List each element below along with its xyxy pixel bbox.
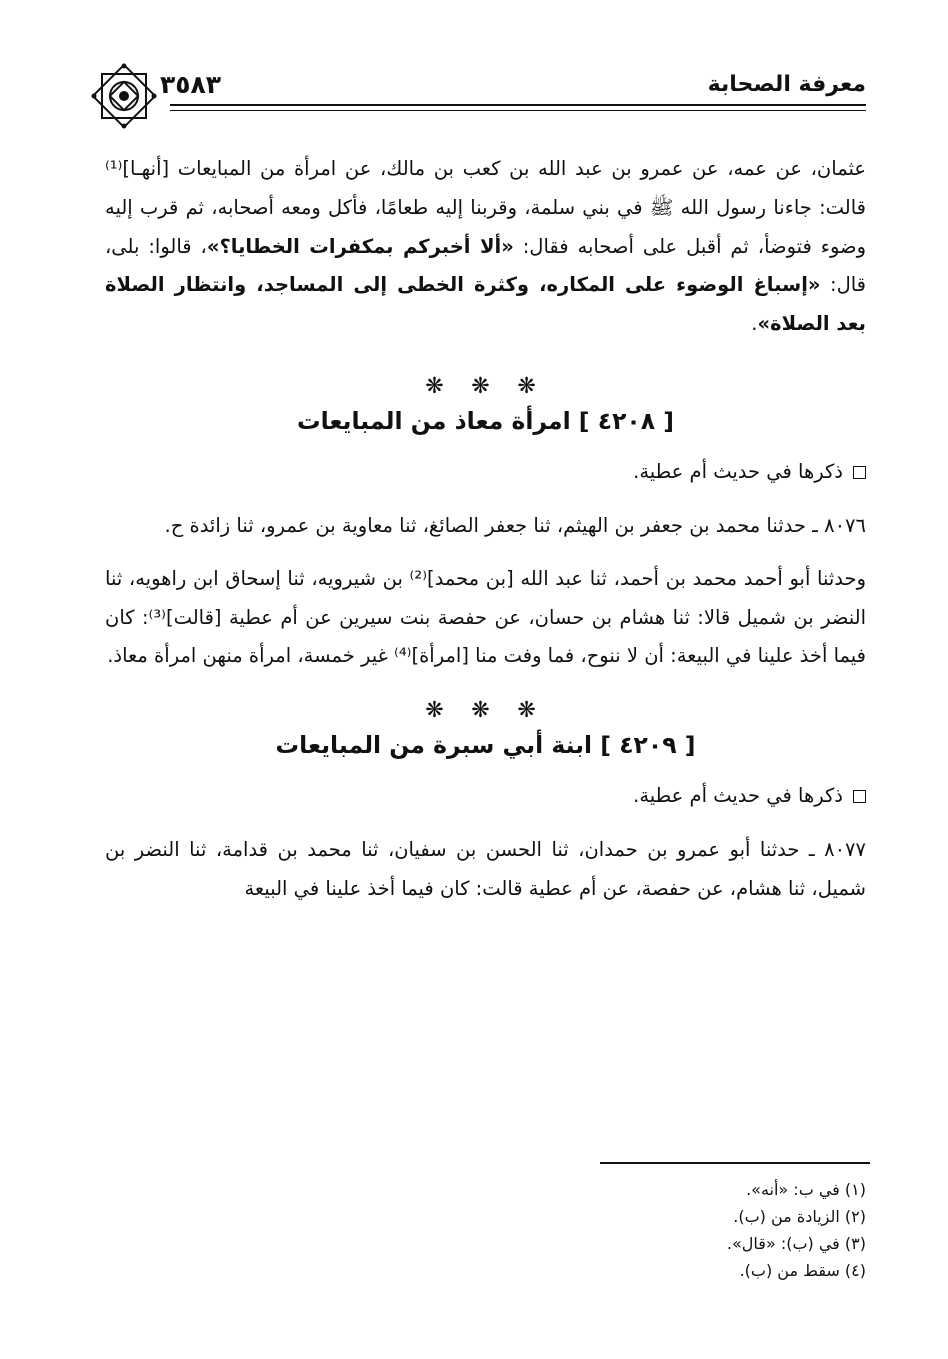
octagram-ornament-icon (88, 60, 160, 132)
section-title: [ ٤٢٠٨ ] امرأة معاذ من المبايعات (296, 406, 675, 435)
hadith-quote: «ألا أخبركم بمكفرات الخطايا؟» (206, 234, 514, 258)
book-title: معرفة الصحابة (707, 72, 866, 97)
continued-paragraph (105, 150, 866, 344)
hadith-paragraph: ٨٠٧٧ ـ حدثنا أبو عمرو بن حمدان، ثنا الحسن بن سفيان، ثنا محمد بن قدامة، ثنا النضر بن شميل، ثنا هشام، عن حفصة، عن أم عطية قالت: كان فيما أخذ علينا في البيعة (105, 838, 866, 900)
note-text: ذكرها في حديث أم عطية. (633, 784, 843, 808)
page-body (105, 150, 866, 909)
hadith-quote: «إسباغ الوضوء على المكاره، وكثرة الخطى إلى المساجد، وانتظار الصلاة بعد الصلاة» (105, 273, 866, 336)
hadith-paragraph: ٨٠٧٦ ـ حدثنا محمد بن جعفر بن الهيثم، ثنا جعفر الصائغ، ثنا معاوية بن عمرو، ثنا زائدة ح. (164, 513, 866, 537)
footnote: (٣) في (ب): «قال». (726, 1234, 866, 1253)
header-rule (170, 104, 866, 106)
cross-reference-note (105, 453, 866, 491)
paragraph-text: . (751, 312, 758, 336)
header-rule-thin (170, 110, 866, 111)
square-bullet-icon (853, 466, 866, 479)
section-separator: ❋ ❋ ❋ (425, 698, 546, 724)
page-number: ٣٥٨٣ (160, 70, 222, 99)
section-title: [ ٤٢٠٩ ] ابنة أبي سبرة من المبايعات (275, 731, 696, 760)
footnotes (727, 1176, 866, 1284)
footnote-rule (600, 1162, 870, 1164)
paragraph-text: ، قالوا: بلى، قال: (105, 234, 867, 297)
hadith-paragraph: وحدثنا أبو أحمد محمد بن أحمد، ثنا عبد الله [بن محمد]⁽²⁾ بن شيرويه، ثنا إسحاق ابن راهويه، ثنا النضر بن شميل قالا: ثنا هشام بن حسان، عن حفصة بنت سيرين عن أم عطية [قالت]⁽³⁾: كان فيما أخذ علينا في البيعة: أن لا ننوح، فما وفت منا [امرأة]⁽⁴⁾ غير خمسة، امرأة منهن امرأة معاذ. (105, 566, 866, 668)
footnote: (٤) سقط من (ب). (739, 1261, 866, 1280)
note-text: ذكرها في حديث أم عطية. (633, 459, 843, 483)
footnote: (٢) الزيادة من (ب). (733, 1207, 866, 1226)
section-separator: ❋ ❋ ❋ (425, 373, 546, 399)
paragraph-text: عثمان، عن عمه، عن عمرو بن عبد الله بن كعب بن مالك، عن امرأة من المبايعات [أنهـا]⁽¹⁾ قالت: جاءنا رسول الله ﷺ في بني سلمة، وقربنا إليه طعامًا، فأكل ومعه أصحابه، ثم قرب إليه وضوء فتوضأ، ثم أقبل على أصحابه فقال: (105, 157, 866, 258)
square-bullet-icon (853, 790, 866, 803)
page-header (0, 0, 948, 150)
footnote: (١) في ب: «أنه». (746, 1180, 866, 1199)
cross-reference-note (105, 777, 866, 815)
